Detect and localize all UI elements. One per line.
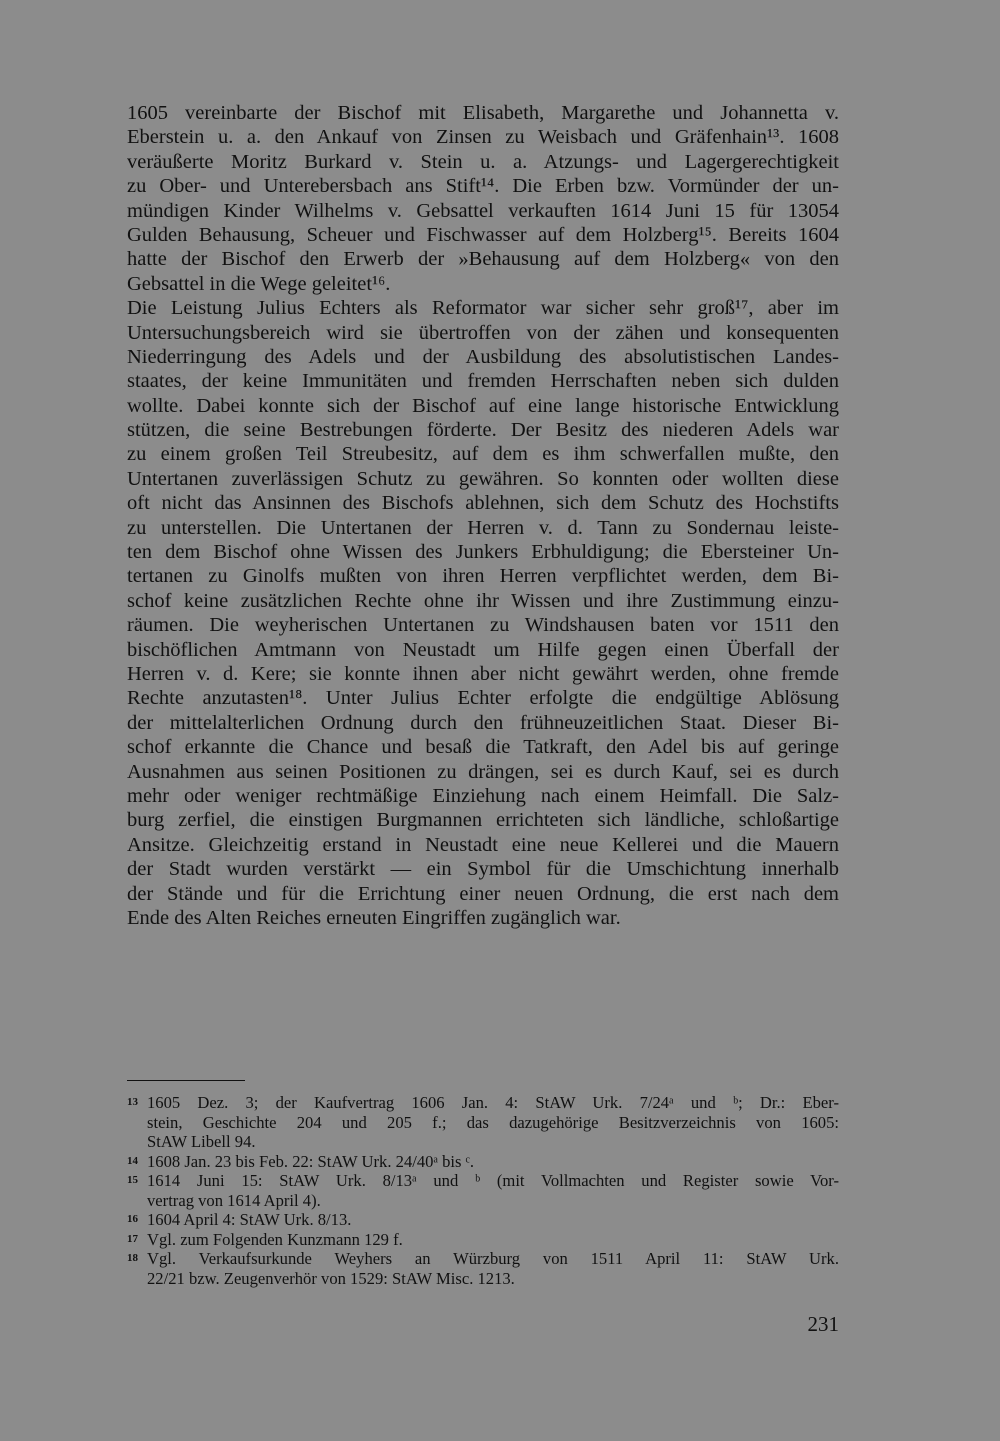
body-line: mündigen Kinder Wilhelms v. Gebsattel verkauften 1614 Juni 15 für 13054 — [127, 199, 839, 222]
footnote-line: 1614 Juni 15: StAW Urk. 8/13ᵃ und ᵇ (mit Vollmachten und Register sowie Vor- — [147, 1171, 839, 1190]
footnote-line: Vgl. zum Folgenden Kunzmann 129 f. — [147, 1229, 403, 1249]
body-line: Ausnahmen aus seinen Positionen zu drängen, sei es durch Kauf, sei es durch — [127, 760, 839, 783]
body-line: räumen. Die weyherischen Untertanen zu Windshausen baten vor 1511 den — [127, 614, 839, 637]
body-line: veräußerte Moritz Burkard v. Stein u. a. Atzungs- und Lagergerechtigkeit — [127, 150, 839, 173]
body-line: hatte der Bischof den Erwerb der »Behausung auf dem Holzberg« von den — [127, 248, 839, 271]
footnote-line: 1608 Jan. 23 bis Feb. 22: StAW Urk. 24/40ᵃ bis ᶜ. — [147, 1151, 475, 1171]
body-line: tertanen zu Ginolfs mußten von ihren Herren verpflichtet werden, dem Bi- — [127, 565, 839, 588]
body-line: Eberstein u. a. den Ankauf von Zinsen zu Weisbach und Gräfenhain¹³. 1608 — [127, 126, 839, 149]
footnote-line: 1604 April 4: StAW Urk. 8/13. — [147, 1210, 352, 1229]
footnote-mark: 18 — [127, 1252, 138, 1264]
footnote-line: Vgl. Verkaufsurkunde Weyhers an Würzburg von 1511 April 11: StAW Urk. — [147, 1249, 839, 1268]
body-line: zu Ober- und Unterebersbach ans Stift¹⁴. Die Erben bzw. Vormünder der un- — [127, 175, 839, 198]
body-line: burg zerfiel, die einstigen Burgmannen errichteten sich ländliche, schloßartige — [127, 809, 839, 832]
body-line: der mittelalterlichen Ordnung durch den frühneuzeitlichen Staat. Dieser Bi- — [127, 711, 839, 734]
body-line: Untertanen zuverlässigen Schutz zu gewähren. So konnten oder wollten diese — [127, 467, 839, 490]
footnote-line: 22/21 bzw. Zeugenverhör von 1529: StAW Misc. 1213. — [147, 1268, 515, 1288]
footnote-separator — [127, 1080, 245, 1081]
body-line: bischöflichen Amtmann von Neustadt um Hilfe gegen einen Überfall der — [127, 638, 839, 661]
body-line: schof keine zusätzlichen Rechte ohne ihr Wissen und ihre Zustimmung einzu- — [127, 589, 839, 612]
footnote-mark: 16 — [127, 1213, 138, 1225]
body-line: Ansitze. Gleichzeitig erstand in Neustadt eine neue Kellerei und die Mauern — [127, 833, 839, 856]
footnote — [127, 1230, 839, 1250]
page-number: 231 — [807, 1312, 839, 1336]
body-line: mehr oder weniger rechtmäßige Einziehung nach einem Heimfall. Die Salz- — [127, 784, 839, 807]
body-line: wollte. Dabei konnte sich der Bischof auf eine lange historische Entwicklung — [127, 394, 839, 417]
body-line: staates, der keine Immunitäten und fremden Herrschaften neben sich dulden — [127, 370, 839, 393]
footnote — [127, 1093, 839, 1152]
footnote-line: vertrag von 1614 April 4). — [147, 1190, 321, 1210]
footnotes — [127, 1093, 839, 1288]
body-line: 1605 vereinbarte der Bischof mit Elisabeth, Margarethe und Johannetta v. — [127, 102, 839, 124]
body-line: zu einem großen Teil Streubesitz, auf dem es ihm schwerfallen mußte, den — [127, 443, 839, 466]
body-line: zu unterstellen. Die Untertanen der Herren v. d. Tann zu Sondernau leiste- — [127, 516, 839, 539]
footnote-mark: 17 — [127, 1232, 138, 1245]
footnote-mark: 13 — [127, 1096, 138, 1108]
footnote-line: stein, Geschichte 204 und 205 f.; das dazugehörige Besitzverzeichnis von 1605: — [147, 1112, 839, 1132]
body-line: Rechte anzutasten¹⁸. Unter Julius Echter erfolgte die endgültige Ablösung — [127, 687, 839, 710]
body-line: schof erkannte die Chance und besaß die Tatkraft, den Adel bis auf geringe — [127, 736, 839, 759]
footnote — [127, 1210, 839, 1230]
footnote — [127, 1152, 839, 1172]
body-line: Herren v. d. Kere; sie konnte ihnen aber nicht gewährt werden, ohne fremde — [127, 662, 839, 685]
footnote-line: StAW Libell 94. — [147, 1132, 256, 1151]
body-line: Gebsattel in die Wege geleitet¹⁶. — [127, 272, 391, 295]
body-line: Die Leistung Julius Echters als Reformator war sicher sehr groß¹⁷, aber im — [127, 297, 839, 320]
body-line: Ende des Alten Reiches erneuten Eingriffen zugänglich war. — [127, 906, 621, 929]
footnote — [127, 1249, 839, 1288]
footnote — [127, 1171, 839, 1210]
body-line: der Stände und für die Errichtung einer neuen Ordnung, die erst nach dem — [127, 882, 839, 905]
footnote-mark: 15 — [127, 1174, 138, 1186]
body-line: ten dem Bischof ohne Wissen des Junkers Erbhuldigung; die Ebersteiner Un- — [127, 541, 839, 564]
body-line: stützen, die seine Bestrebungen förderte. Der Besitz des niederen Adels war — [127, 419, 839, 442]
body-text — [127, 101, 839, 930]
body-line: der Stadt wurden verstärkt — ein Symbol für die Umschichtung innerhalb — [127, 858, 839, 881]
body-line: oft nicht das Ansinnen des Bischofs ablehnen, sich dem Schutz des Hochstifts — [127, 492, 839, 515]
body-line: Untersuchungsbereich wird sie übertroffen von der zähen und konsequenten — [127, 321, 839, 344]
footnote-mark: 14 — [127, 1154, 138, 1167]
body-line: Gulden Behausung, Scheuer und Fischwasser auf dem Holzberg¹⁵. Bereits 1604 — [127, 223, 839, 246]
footnote-line: 1605 Dez. 3; der Kaufvertrag 1606 Jan. 4: StAW Urk. 7/24ᵃ und ᵇ; Dr.: Eber- — [147, 1093, 839, 1112]
body-line: Niederringung des Adels und der Ausbildung des absolutistischen Landes- — [127, 345, 839, 368]
